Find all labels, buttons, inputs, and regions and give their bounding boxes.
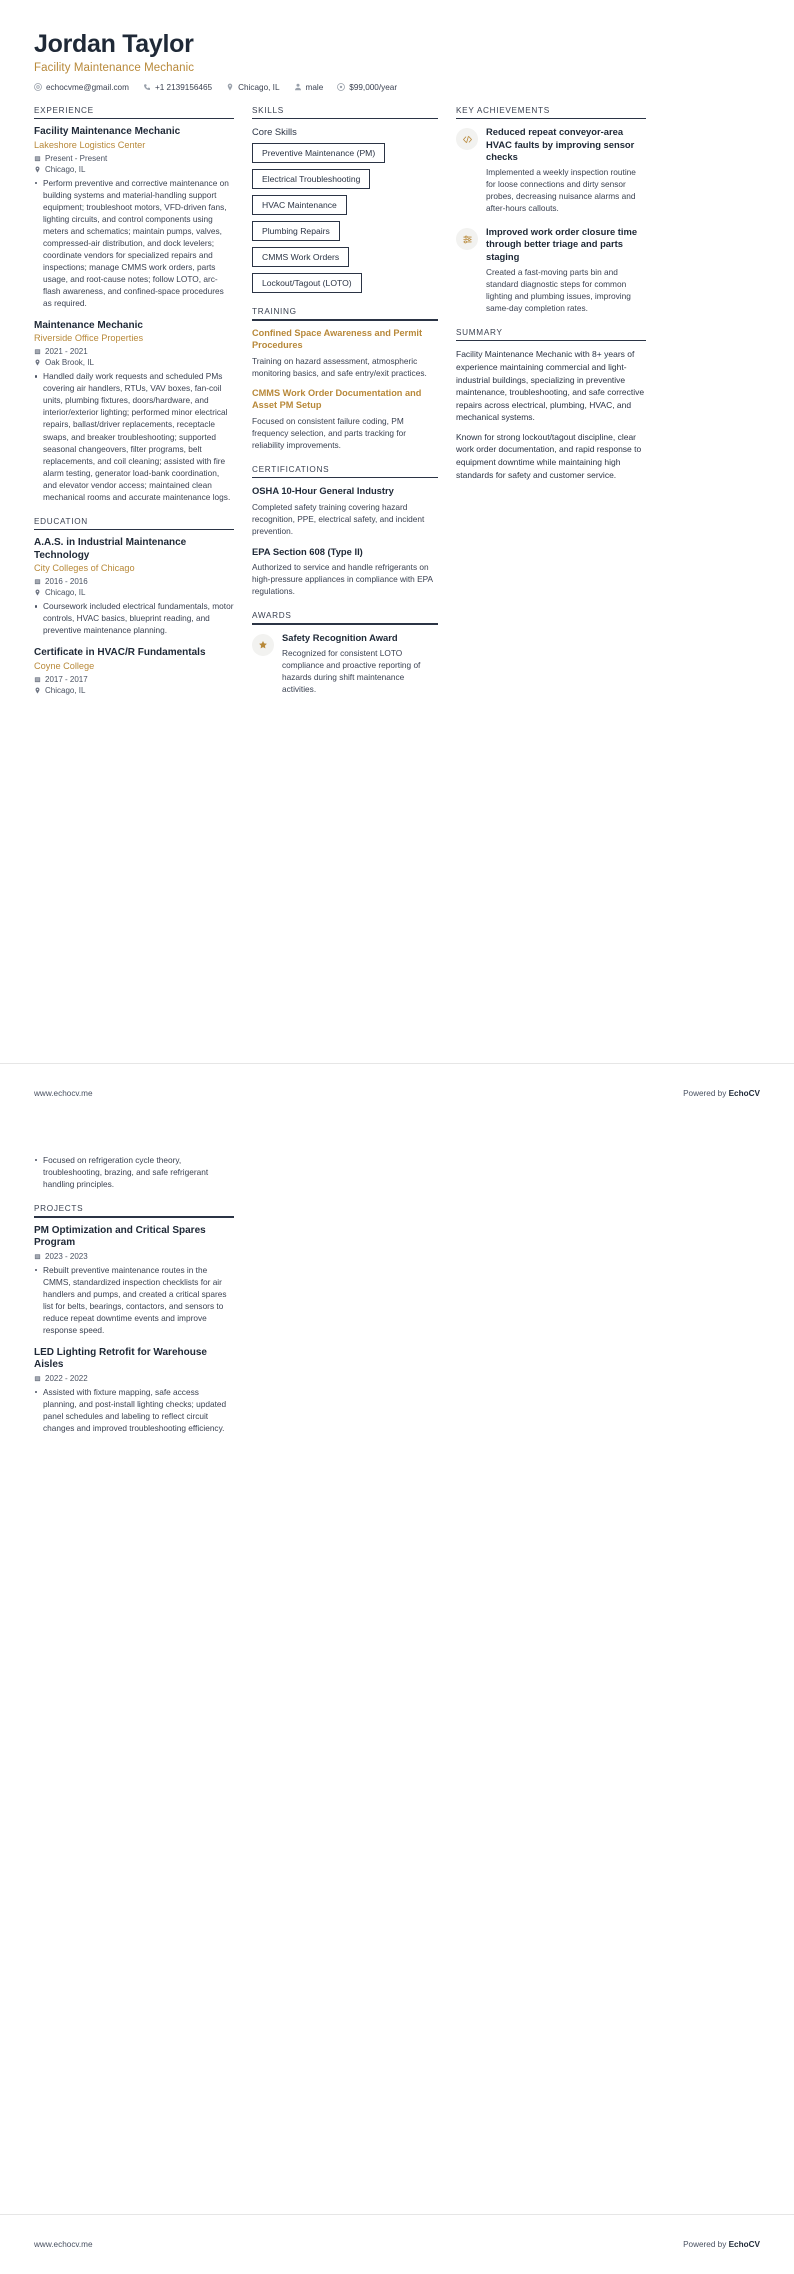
experience-location	[34, 358, 234, 367]
section-title-skills: SKILLS	[252, 106, 438, 118]
column-left-page2	[34, 1151, 234, 1448]
training-desc: Training on hazard assessment, atmospheric monitoring basics, and safe entry/exit practices.	[252, 355, 438, 379]
achievement-body	[486, 126, 646, 214]
contact-row	[34, 83, 760, 92]
achievement-title: Reduced repeat conveyor-area HVAC faults by improving sensor checks	[486, 126, 646, 163]
contact-phone[interactable]	[143, 83, 212, 92]
contact-phone-value: +1 2139156465	[155, 83, 212, 92]
bullet-item: Rebuilt preventive maintenance routes in the CMMS, standardized inspection checklists for air handlers and pumps, and created a critical spares list for belts, bearings, contactors, and sensors to reduce repeat downtime events and improve response speed.	[34, 1264, 234, 1336]
skill-chip[interactable]: Preventive Maintenance (PM)	[252, 143, 385, 163]
achievement-entry	[456, 126, 646, 214]
certification-entry	[252, 546, 438, 597]
education-entry	[34, 647, 234, 694]
section-rule	[456, 340, 646, 342]
section-title-training: TRAINING	[252, 307, 438, 319]
section-title-summary: SUMMARY	[456, 328, 646, 340]
summary-paragraph: Facility Maintenance Mechanic with 8+ years of experience maintaining commercial and light-industrial buildings, specializing in preventive maintenance, troubleshooting, and safe corrective repairs across electrical, plumbing, HVAC, and mechanical systems.	[456, 348, 646, 423]
location-icon	[34, 589, 41, 596]
calendar-icon	[34, 676, 41, 683]
footer-brand-name: EchoCV	[729, 1089, 760, 1098]
award-desc: Recognized for consistent LOTO compliance and proactive reporting of hazards during shift maintenance activities.	[282, 647, 438, 695]
phone-icon	[143, 83, 151, 91]
project-title: PM Optimization and Critical Spares Program	[34, 1225, 234, 1250]
project-dates-value: 2023 - 2023	[45, 1252, 88, 1261]
calendar-icon	[34, 1253, 41, 1260]
experience-bullets	[34, 370, 234, 502]
section-skills	[252, 106, 438, 294]
footer-brand-name: EchoCV	[729, 2240, 760, 2249]
person-icon	[294, 83, 302, 91]
footer-brand	[683, 2240, 760, 2249]
section-title-awards: AWARDS	[252, 611, 438, 623]
award-star-icon	[252, 634, 274, 656]
award-entry	[252, 632, 438, 695]
section-title-experience: EXPERIENCE	[34, 106, 234, 118]
location-icon	[34, 166, 41, 173]
column-right	[456, 106, 646, 495]
calendar-icon	[34, 348, 41, 355]
achievement-desc: Created a fast-moving parts bin and standard diagnostic steps for common lighting and plumbing issues, improving same-day completion rates.	[486, 266, 646, 314]
achievement-body	[486, 226, 646, 314]
education-bullets	[34, 600, 234, 636]
certification-title: EPA Section 608 (Type II)	[252, 546, 438, 558]
experience-org: Riverside Office Properties	[34, 333, 234, 345]
education-dates-value: 2017 - 2017	[45, 675, 88, 684]
certification-desc: Completed safety training covering hazard recognition, PPE, electrical safety, and incident prevention.	[252, 501, 438, 537]
salary-icon	[337, 83, 345, 91]
bullet-item: Handled daily work requests and scheduled PMs covering air handlers, RTUs, VAV boxes, fan-coil units, plumbing fixtures, doors/hardware, and interior/exterior lighting; performed minor electrical repairs, ballast/driver replacements, receptacle swaps, and breaker troubleshooting; supported seasonal changeovers, filter programs, belt replacements, and coil cleaning; assisted with fire alarm testing, generator load-bank coordination, and elevator vendor access; maintained clean mechanical rooms and accurate maintenance logs.	[34, 370, 234, 502]
section-title-education: EDUCATION	[34, 517, 234, 529]
contact-location-value: Chicago, IL	[238, 83, 279, 92]
experience-org: Lakeshore Logistics Center	[34, 140, 234, 152]
education-dates-value: 2016 - 2016	[45, 577, 88, 586]
footer-powered-prefix: Powered by	[683, 1089, 729, 1098]
project-bullets	[34, 1264, 234, 1336]
bullet-item: Focused on refrigeration cycle theory, troubleshooting, brazing, and safe refrigerant handling principles.	[34, 1154, 234, 1190]
project-entry	[34, 1347, 234, 1434]
project-title: LED Lighting Retrofit for Warehouse Aisles	[34, 1347, 234, 1372]
summary-paragraph: Known for strong lockout/tagout discipline, clear work order documentation, and rapid response to equipment downtime while maintaining high standards for safety and customer service.	[456, 431, 646, 481]
section-projects	[34, 1204, 234, 1434]
contact-gender	[294, 83, 324, 92]
training-title: CMMS Work Order Documentation and Asset PM Setup	[252, 388, 438, 412]
achievement-desc: Implemented a weekly inspection routine for loose connections and dirty sensor probes, decreasing nuisance alarms and after-hours callouts.	[486, 166, 646, 214]
training-entry	[252, 328, 438, 379]
contact-email[interactable]	[34, 83, 129, 92]
contact-salary-value: $99,000/year	[349, 83, 397, 92]
education-bullets-continued	[34, 1154, 234, 1190]
email-icon	[34, 83, 42, 91]
section-key-achievements	[456, 106, 646, 314]
certification-desc: Authorized to service and handle refrigerants on high-pressure appliances in compliance with EPA regulations.	[252, 561, 438, 597]
education-location	[34, 588, 234, 597]
section-title-projects: PROJECTS	[34, 1204, 234, 1216]
bullet-item: Assisted with fixture mapping, safe access planning, and post-install lighting checks; updated panel schedules and labeling to reflect circuit changes and improved troubleshooting efficiency.	[34, 1386, 234, 1434]
section-summary	[456, 328, 646, 481]
contact-gender-value: male	[306, 83, 324, 92]
section-training	[252, 307, 438, 450]
project-bullets	[34, 1386, 234, 1434]
experience-dates-value: 2021 - 2021	[45, 347, 88, 356]
section-rule	[34, 529, 234, 531]
calendar-icon	[34, 155, 41, 162]
resume-header	[0, 0, 794, 92]
education-org: Coyne College	[34, 661, 234, 673]
calendar-icon	[34, 578, 41, 585]
experience-dates-value: Present - Present	[45, 154, 107, 163]
column-middle	[252, 106, 438, 709]
location-icon	[226, 83, 234, 91]
location-icon	[34, 359, 41, 366]
page-footer	[0, 1063, 794, 1123]
section-awards	[252, 611, 438, 695]
education-location-value: Chicago, IL	[45, 588, 85, 597]
section-title-certifications: CERTIFICATIONS	[252, 465, 438, 477]
section-education	[34, 517, 234, 695]
project-entry	[34, 1225, 234, 1336]
footer-powered-prefix: Powered by	[683, 2240, 729, 2249]
experience-location	[34, 165, 234, 174]
section-rule	[252, 477, 438, 479]
education-location-value: Chicago, IL	[45, 686, 85, 695]
contact-email-value: echocvme@gmail.com	[46, 83, 129, 92]
section-rule	[252, 623, 438, 625]
footer-site[interactable]: www.echocv.me	[34, 1089, 93, 1098]
skills-group-label: Core Skills	[252, 126, 438, 137]
certification-title: OSHA 10-Hour General Industry	[252, 485, 438, 497]
project-dates-value: 2022 - 2022	[45, 1374, 88, 1383]
resume-page-1	[0, 0, 794, 1123]
education-dates	[34, 675, 234, 684]
sliders-icon	[456, 228, 478, 250]
resume-page-2	[0, 1151, 794, 2274]
experience-location-value: Oak Brook, IL	[45, 358, 94, 367]
skill-chip[interactable]: Electrical Troubleshooting	[252, 169, 370, 189]
experience-entry	[34, 320, 234, 503]
resume-columns	[0, 106, 794, 709]
achievement-title: Improved work order closure time through better triage and parts staging	[486, 226, 646, 263]
section-rule	[34, 1216, 234, 1218]
education-title: A.A.S. in Industrial Maintenance Technology	[34, 537, 234, 562]
section-certifications	[252, 465, 438, 597]
certification-entry	[252, 485, 438, 536]
training-desc: Focused on consistent failure coding, PM frequency selection, and parts tracking for reliability improvements.	[252, 415, 438, 451]
achievement-entry	[456, 226, 646, 314]
training-title: Confined Space Awareness and Permit Procedures	[252, 328, 438, 352]
contact-salary	[337, 83, 397, 92]
section-rule	[456, 118, 646, 120]
resume-columns-page2	[0, 1151, 794, 1448]
training-entry	[252, 388, 438, 451]
page-footer	[0, 2214, 794, 2274]
award-body	[282, 632, 438, 695]
footer-brand	[683, 1089, 760, 1098]
section-experience	[34, 106, 234, 503]
section-rule	[34, 118, 234, 120]
calendar-icon	[34, 1375, 41, 1382]
section-rule	[252, 118, 438, 120]
experience-bullets	[34, 177, 234, 309]
experience-dates	[34, 347, 234, 356]
section-rule	[252, 319, 438, 321]
education-entry	[34, 537, 234, 636]
award-title: Safety Recognition Award	[282, 632, 438, 644]
location-icon	[34, 687, 41, 694]
candidate-job-title: Facility Maintenance Mechanic	[34, 62, 760, 74]
column-left	[34, 106, 234, 709]
skill-chip[interactable]: HVAC Maintenance	[252, 195, 347, 215]
education-dates	[34, 577, 234, 586]
project-dates	[34, 1252, 234, 1261]
experience-title: Maintenance Mechanic	[34, 320, 234, 333]
education-org: City Colleges of Chicago	[34, 563, 234, 575]
candidate-name: Jordan Taylor	[34, 30, 760, 59]
experience-dates	[34, 154, 234, 163]
bullet-item: Perform preventive and corrective maintenance on building systems and material-handling support equipment; troubleshoot motors, VFD-driven fans, lighting circuits, and control components using meters and schematics; maintain pumps, valves, compressed-air distribution, and dock levelers; coordinate vendors for specialized repairs and inspections; manage CMMS work orders, parts usage, and root-cause notes; follow LOTO, arc-flash awareness, and confined-space procedures as required.	[34, 177, 234, 309]
skill-chip[interactable]: Plumbing Repairs	[252, 221, 340, 241]
experience-title: Facility Maintenance Mechanic	[34, 126, 234, 139]
project-dates	[34, 1374, 234, 1383]
contact-location	[226, 83, 279, 92]
footer-site[interactable]: www.echocv.me	[34, 2240, 93, 2249]
experience-location-value: Chicago, IL	[45, 165, 85, 174]
code-brackets-icon	[456, 128, 478, 150]
skill-chip[interactable]: Lockout/Tagout (LOTO)	[252, 273, 362, 293]
experience-entry	[34, 126, 234, 309]
education-location	[34, 686, 234, 695]
education-title: Certificate in HVAC/R Fundamentals	[34, 647, 234, 660]
bullet-item: Coursework included electrical fundamentals, motor controls, HVAC basics, blueprint reading, and preventive maintenance planning.	[34, 600, 234, 636]
skill-chip[interactable]: CMMS Work Orders	[252, 247, 349, 267]
section-title-key-achievements: KEY ACHIEVEMENTS	[456, 106, 646, 118]
